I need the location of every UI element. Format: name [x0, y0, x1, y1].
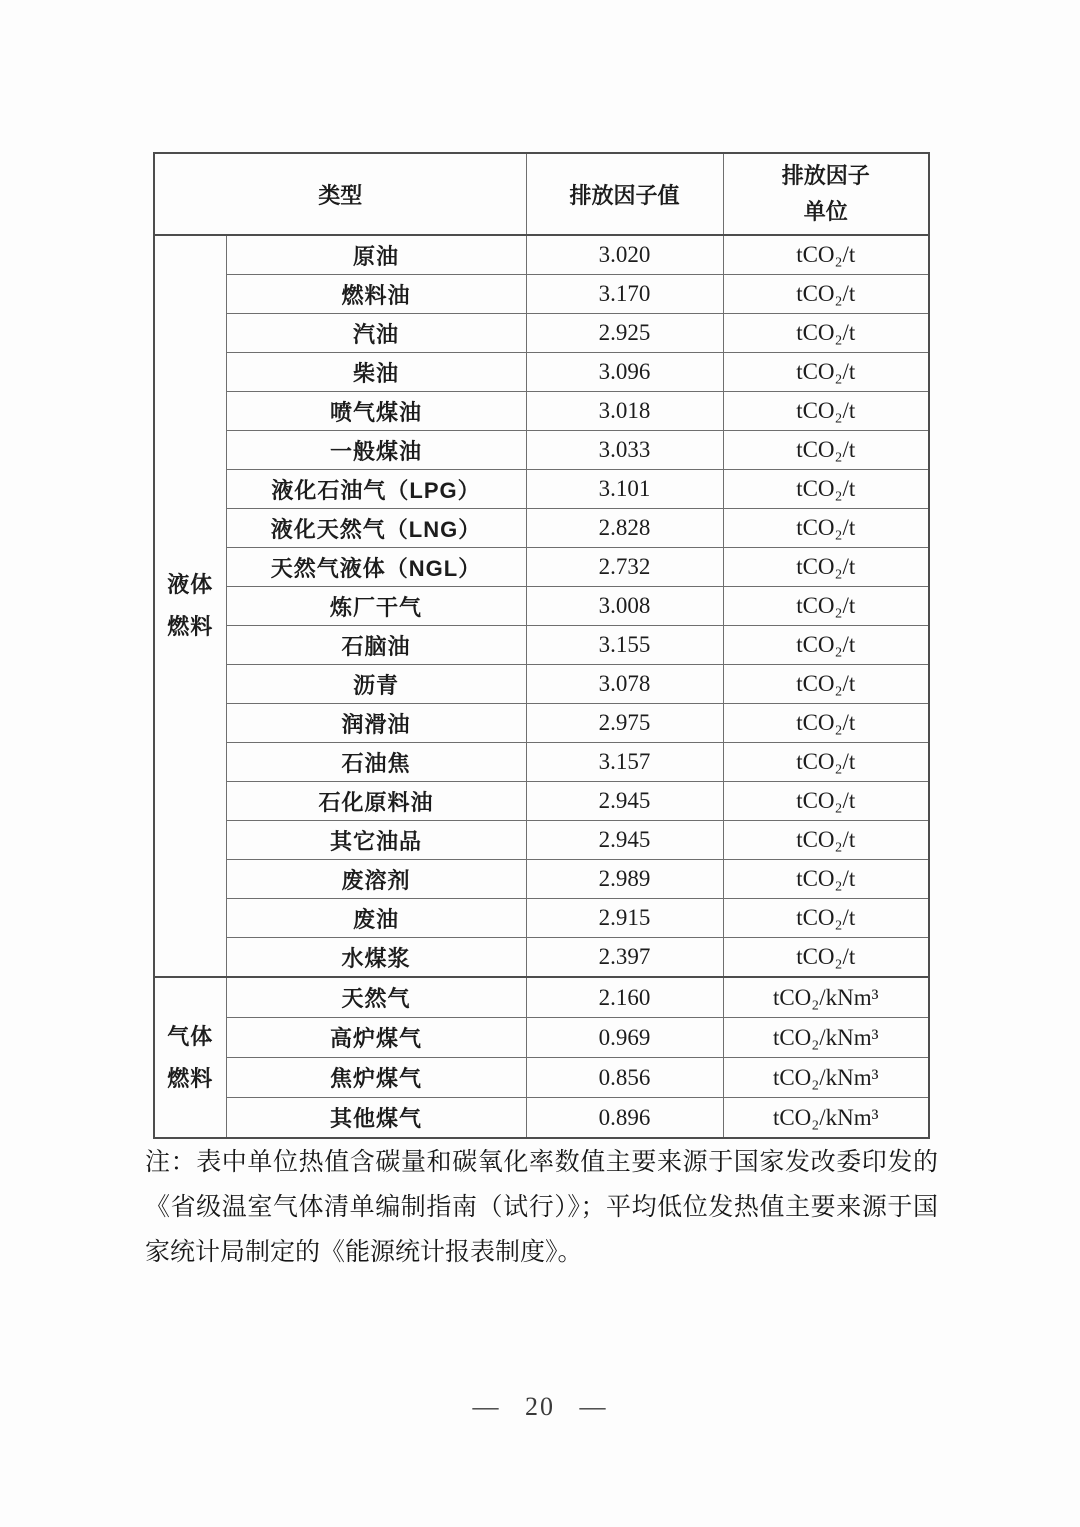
table-row — [154, 470, 929, 509]
fuel-name-cell: 石化原料油 — [226, 782, 526, 821]
fuel-name-cell: 天然气液体（NGL） — [226, 548, 526, 587]
emission-factor-unit-cell: tCO₂/t — [723, 470, 929, 509]
fuel-group-cell: 气体燃料 — [154, 977, 226, 1138]
emission-factor-unit-cell: tCO₂/kNm³ — [723, 1098, 929, 1139]
fuel-name-cell: 沥青 — [226, 665, 526, 704]
emission-factor-unit-cell: tCO₂/t — [723, 353, 929, 392]
emission-factor-unit-cell: tCO₂/t — [723, 314, 929, 353]
emission-factor-unit-cell: tCO₂/t — [723, 275, 929, 314]
table-row — [154, 938, 929, 978]
emission-factor-unit-cell: tCO₂/t — [723, 665, 929, 704]
table-row — [154, 548, 929, 587]
table-row — [154, 1018, 929, 1058]
emission-factor-unit-cell: tCO₂/t — [723, 938, 929, 978]
table-row — [154, 1058, 929, 1098]
emission-factor-value-cell: 3.157 — [526, 743, 723, 782]
fuel-name-cell: 高炉煤气 — [226, 1018, 526, 1058]
emission-factor-value-cell: 3.033 — [526, 431, 723, 470]
header-unit-line1: 排放因子 — [781, 162, 870, 188]
emission-factor-unit-cell: tCO₂/t — [723, 431, 929, 470]
table-header-row — [154, 153, 929, 235]
emission-factor-unit-cell: tCO₂/t — [723, 587, 929, 626]
table-row — [154, 587, 929, 626]
emission-factor-unit-cell: tCO₂/t — [723, 235, 929, 275]
emission-factor-value-cell: 2.945 — [526, 782, 723, 821]
fuel-name-cell: 天然气 — [226, 977, 526, 1018]
table-body — [154, 235, 929, 1138]
emission-factor-value-cell: 3.096 — [526, 353, 723, 392]
header-unit-line2: 单位 — [803, 199, 848, 224]
emission-factor-unit-cell: tCO₂/t — [723, 626, 929, 665]
emission-factor-value-cell: 2.828 — [526, 509, 723, 548]
emission-factor-value-cell: 3.155 — [526, 626, 723, 665]
emission-factor-value-cell: 0.856 — [526, 1058, 723, 1098]
table-row — [154, 392, 929, 431]
fuel-name-cell: 石脑油 — [226, 626, 526, 665]
emission-factor-value-cell: 2.945 — [526, 821, 723, 860]
fuel-name-cell: 液化石油气（LPG） — [226, 470, 526, 509]
fuel-name-cell: 水煤浆 — [226, 938, 526, 978]
table-row — [154, 899, 929, 938]
fuel-name-cell: 一般煤油 — [226, 431, 526, 470]
header-cell-unit — [723, 153, 929, 235]
fuel-name-cell: 废油 — [226, 899, 526, 938]
fuel-name-cell: 原油 — [226, 235, 526, 275]
emission-factor-unit-cell: tCO₂/kNm³ — [723, 977, 929, 1018]
emission-factor-value-cell: 2.975 — [526, 704, 723, 743]
fuel-name-cell: 喷气煤油 — [226, 392, 526, 431]
header-cell-value: 排放因子值 — [526, 153, 723, 235]
emission-factor-value-cell: 2.915 — [526, 899, 723, 938]
emission-factor-value-cell: 3.170 — [526, 275, 723, 314]
table-row — [154, 1098, 929, 1139]
table-row — [154, 743, 929, 782]
table-row — [154, 977, 929, 1018]
fuel-name-cell: 石油焦 — [226, 743, 526, 782]
table-row — [154, 431, 929, 470]
fuel-name-cell: 废溶剂 — [226, 860, 526, 899]
emission-factor-value-cell: 2.925 — [526, 314, 723, 353]
table-row — [154, 353, 929, 392]
emission-factor-value-cell: 3.018 — [526, 392, 723, 431]
fuel-name-cell: 其他煤气 — [226, 1098, 526, 1139]
table-row — [154, 626, 929, 665]
table-footnote: 注：表中单位热值含碳量和碳氧化率数值主要来源于国家发改委印发的《省级温室气体清单编制指南（试行）》；平均低位发热值主要来源于国家统计局制定的《能源统计报表制度》。 — [145, 1148, 938, 1266]
emission-factor-unit-cell: tCO₂/kNm³ — [723, 1018, 929, 1058]
table-row — [154, 860, 929, 899]
table-row — [154, 314, 929, 353]
emission-factor-value-cell: 0.969 — [526, 1018, 723, 1058]
emission-factor-unit-cell: tCO₂/t — [723, 392, 929, 431]
emission-factor-value-cell: 2.397 — [526, 938, 723, 978]
table-row — [154, 665, 929, 704]
emission-factor-unit-cell: tCO₂/t — [723, 704, 929, 743]
fuel-name-cell: 液化天然气（LNG） — [226, 509, 526, 548]
fuel-name-cell: 其它油品 — [226, 821, 526, 860]
fuel-name-cell: 炼厂干气 — [226, 587, 526, 626]
emission-factor-table — [153, 152, 930, 1139]
emission-factor-unit-cell: tCO₂/t — [723, 821, 929, 860]
emission-factor-value-cell: 3.020 — [526, 235, 723, 275]
page-number: — 20 — — [472, 1392, 608, 1421]
fuel-name-cell: 柴油 — [226, 353, 526, 392]
header-cell-type: 类型 — [154, 153, 526, 235]
table-row — [154, 782, 929, 821]
emission-factor-value-cell: 3.101 — [526, 470, 723, 509]
emission-factor-unit-cell: tCO₂/t — [723, 899, 929, 938]
emission-factor-unit-cell: tCO₂/kNm³ — [723, 1058, 929, 1098]
table-row — [154, 704, 929, 743]
emission-factor-value-cell: 3.078 — [526, 665, 723, 704]
fuel-name-cell: 燃料油 — [226, 275, 526, 314]
emission-factor-value-cell: 2.732 — [526, 548, 723, 587]
fuel-group-cell: 液体燃料 — [154, 235, 226, 977]
table-row — [154, 821, 929, 860]
emission-factor-value-cell: 2.160 — [526, 977, 723, 1018]
emission-factor-unit-cell: tCO₂/t — [723, 860, 929, 899]
fuel-name-cell: 汽油 — [226, 314, 526, 353]
table-row — [154, 509, 929, 548]
emission-factor-unit-cell: tCO₂/t — [723, 548, 929, 587]
emission-factor-unit-cell: tCO₂/t — [723, 782, 929, 821]
emission-factor-unit-cell: tCO₂/t — [723, 743, 929, 782]
emission-factor-value-cell: 3.008 — [526, 587, 723, 626]
emission-factor-unit-cell: tCO₂/t — [723, 509, 929, 548]
table-row — [154, 275, 929, 314]
emission-factor-value-cell: 2.989 — [526, 860, 723, 899]
fuel-name-cell: 焦炉煤气 — [226, 1058, 526, 1098]
emission-factor-value-cell: 0.896 — [526, 1098, 723, 1139]
table-row — [154, 235, 929, 275]
fuel-name-cell: 润滑油 — [226, 704, 526, 743]
